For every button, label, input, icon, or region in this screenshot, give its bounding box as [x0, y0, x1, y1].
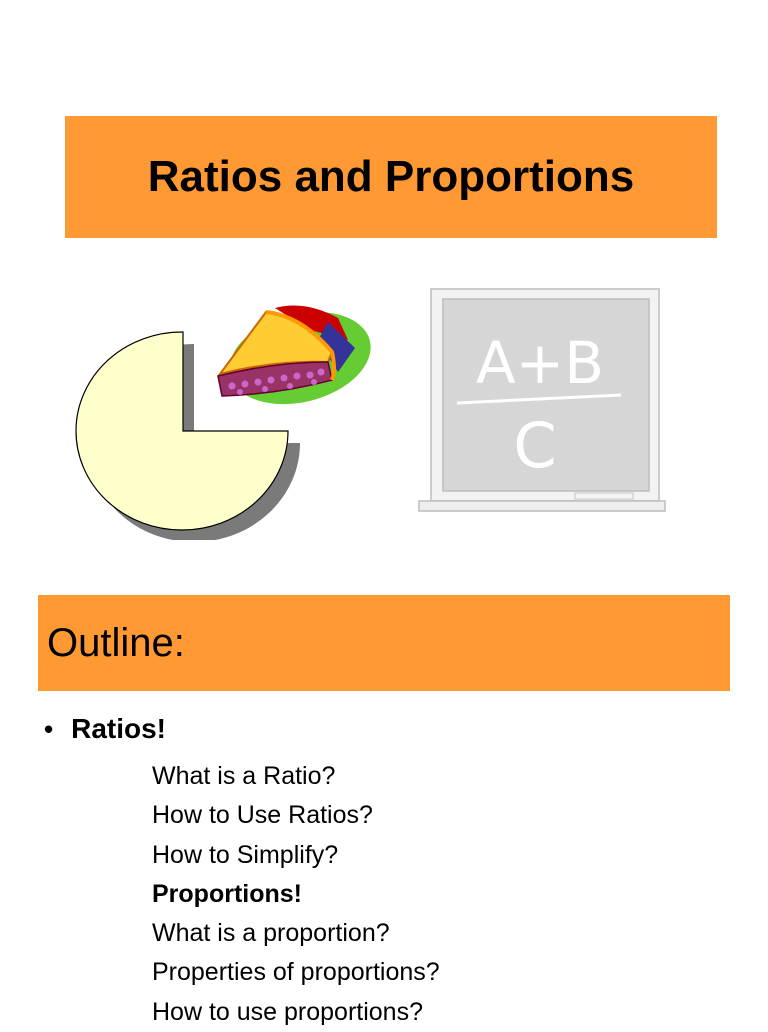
- chalkboard-fraction-illustration: [415, 285, 670, 520]
- outline-banner: [38, 595, 730, 691]
- bullet-label: Ratios!: [71, 713, 167, 744]
- outline-heading: Outline:: [47, 620, 185, 665]
- list-item-proportions: Proportions!: [152, 879, 302, 908]
- board-numerator: A+B: [475, 329, 605, 397]
- list-item: How to Simplify?: [152, 840, 339, 869]
- pie-slice-illustration: [70, 300, 380, 540]
- chalkboard-clipart: [415, 285, 670, 520]
- list-item: What is a proportion?: [152, 919, 390, 948]
- list-item: How to Use Ratios?: [152, 801, 373, 830]
- list-item: What is a Ratio?: [152, 762, 336, 790]
- outline-list: [152, 757, 440, 1032]
- list-item: Properties of proportions?: [152, 958, 440, 987]
- board-denominator: C: [513, 409, 557, 482]
- pie-clipart: [70, 300, 380, 540]
- title-banner: [65, 116, 717, 238]
- bullet-dot-icon: •: [44, 713, 54, 744]
- list-item: How to use proportions?: [152, 997, 423, 1026]
- bullet-ratios: [44, 713, 166, 745]
- slide-title: Ratios and Proportions: [147, 152, 635, 201]
